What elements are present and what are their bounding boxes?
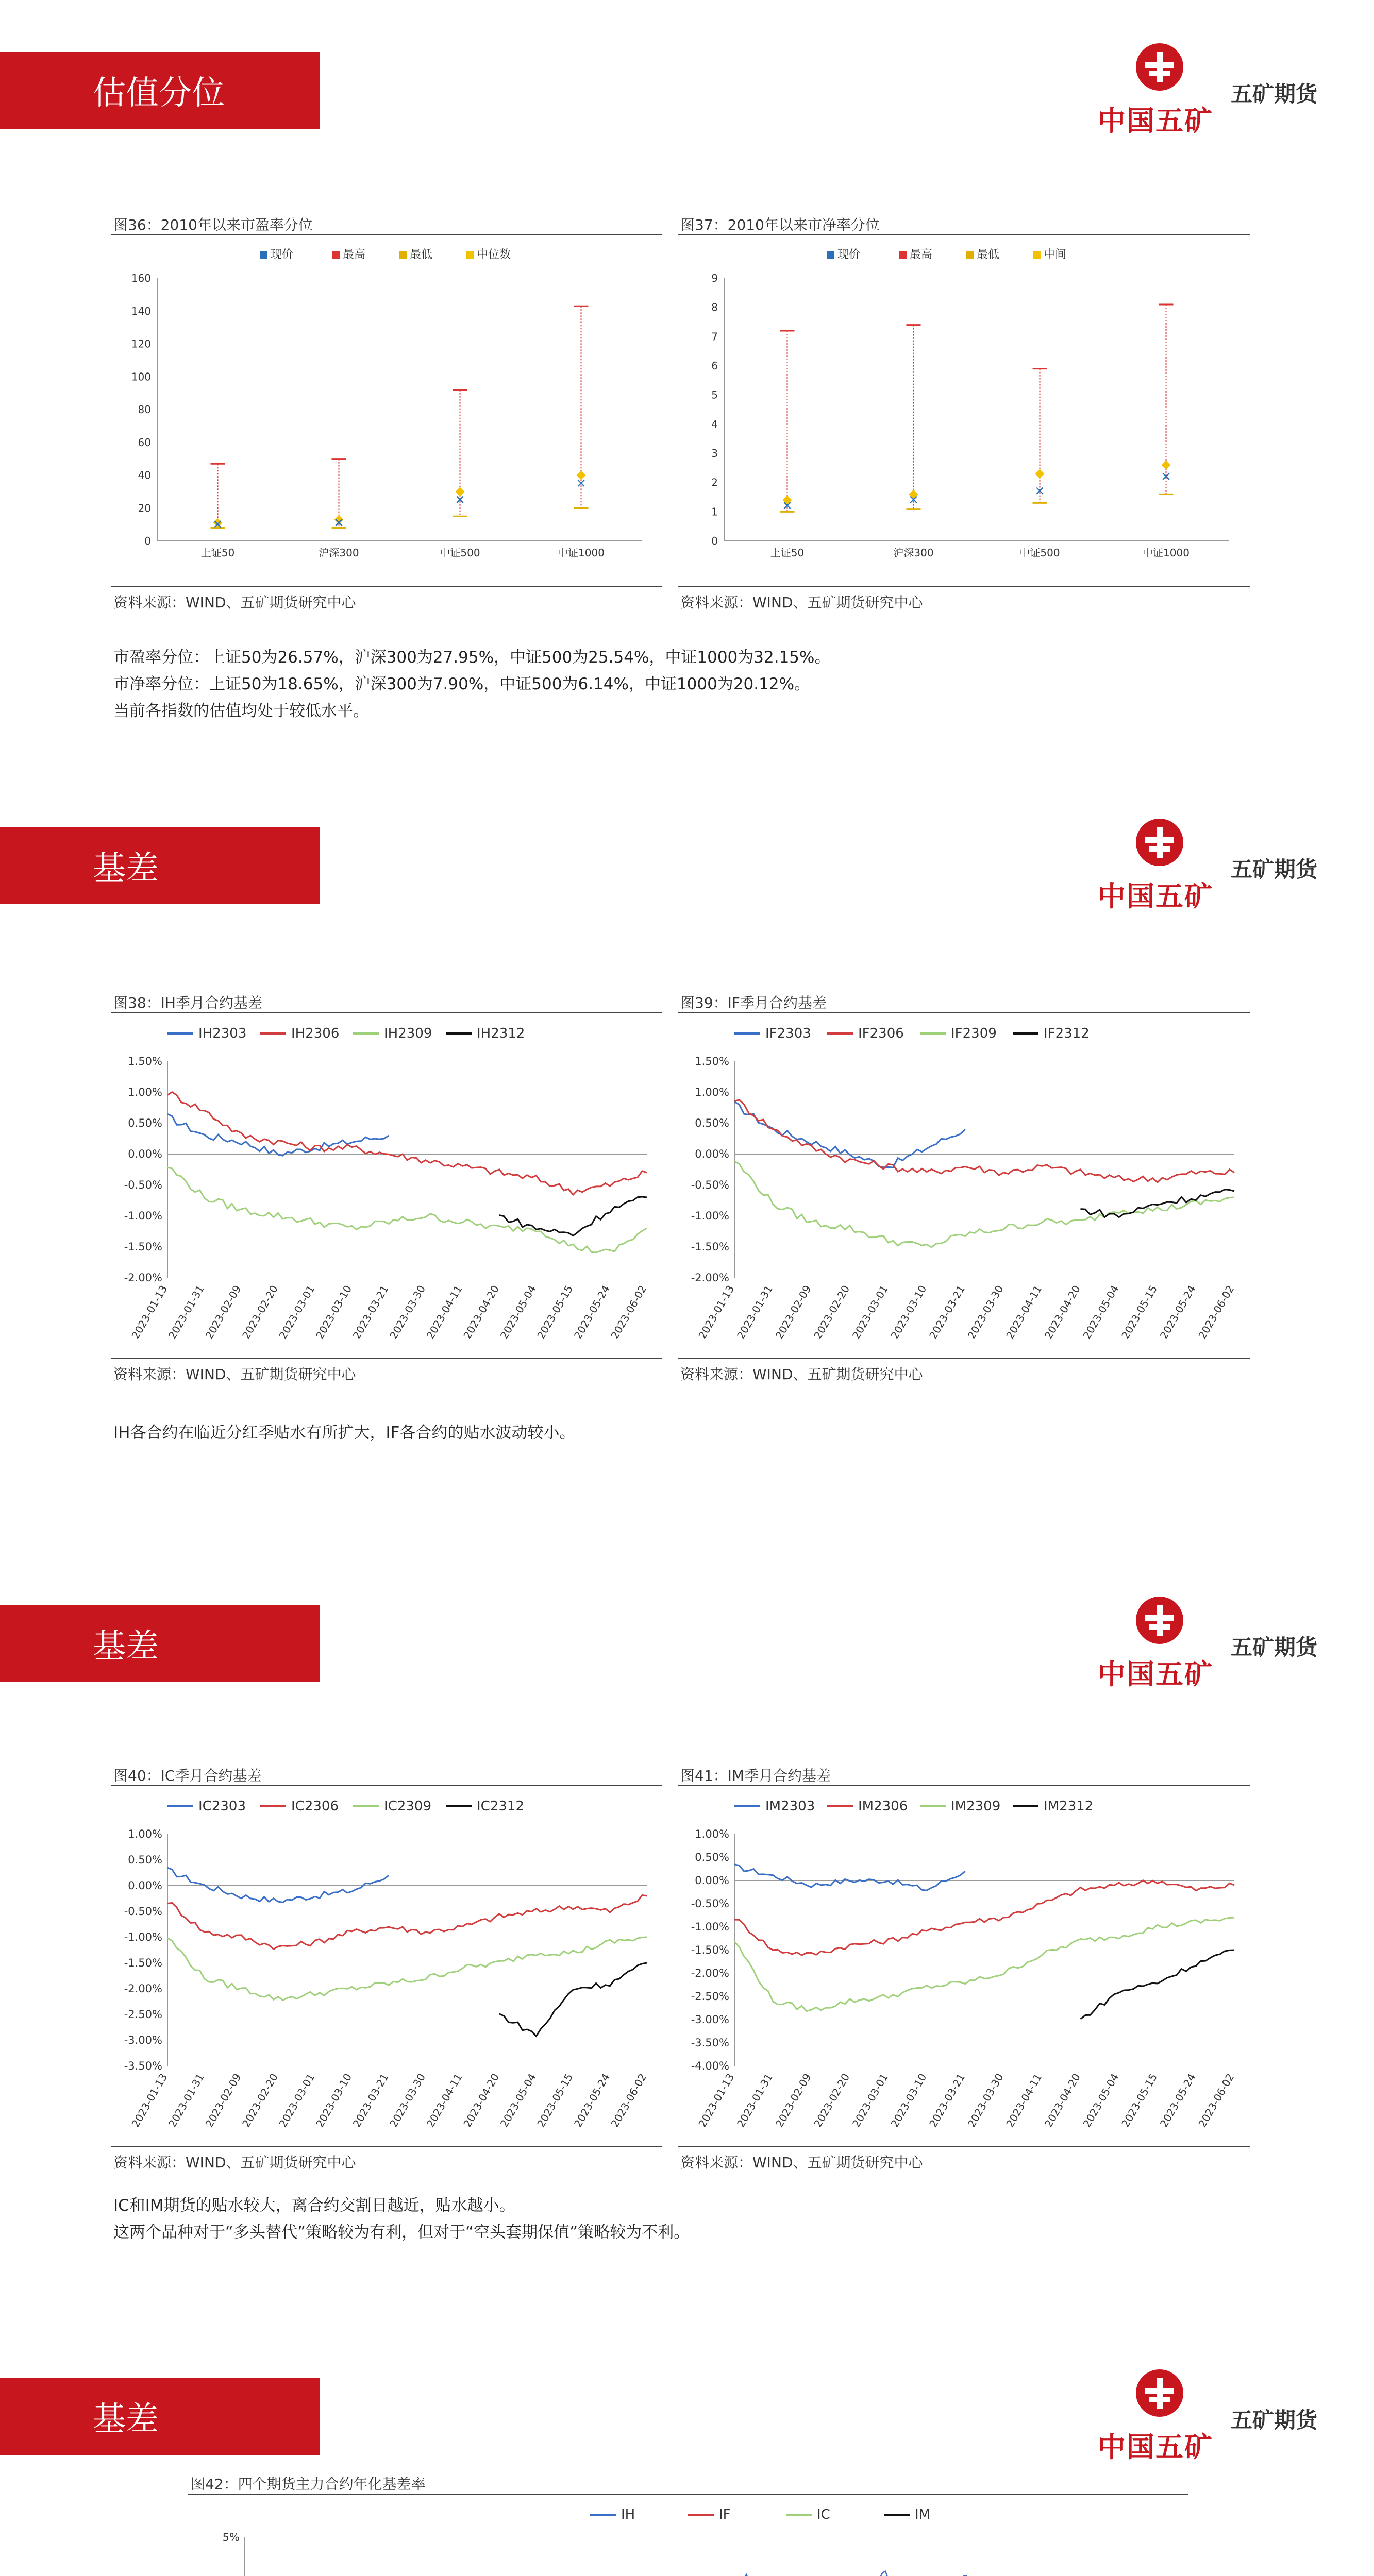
y-tick-label: 140 bbox=[131, 304, 151, 317]
y-tick-label: 0.00% bbox=[695, 1874, 729, 1887]
x-tick-label: 2023-05-24 bbox=[1157, 2071, 1198, 2130]
fig-rule bbox=[111, 234, 662, 235]
x-tick-label: 2023-02-09 bbox=[203, 2071, 244, 2130]
x-tick-label: 2023-02-09 bbox=[773, 1283, 814, 1342]
x-tick-label: 2023-04-11 bbox=[424, 2071, 465, 2130]
y-tick-label: -3.50% bbox=[124, 2060, 162, 2072]
series-line-IF2306 bbox=[734, 1100, 1234, 1182]
minmetals-emblem-icon bbox=[1134, 1595, 1185, 1651]
series-line-IC2306 bbox=[167, 1895, 647, 1950]
fig-rule bbox=[111, 1785, 662, 1786]
y-tick-label: -0.50% bbox=[124, 1905, 162, 1918]
text-line: IH各合约在临近分红季贴水有所扩大，IF各合约的贴水波动较小。 bbox=[113, 1423, 576, 1442]
text-line: 市净率分位：上证50为18.65%，沪深300为7.90%，中证500为6.14%，中证1000为20.12%。 bbox=[113, 675, 811, 693]
legend-marker bbox=[966, 251, 974, 259]
x-tick-label: 2023-05-04 bbox=[1080, 2071, 1121, 2130]
median-marker bbox=[1035, 469, 1045, 479]
section-title: 估值分位 bbox=[93, 74, 225, 112]
y-tick-label: -1.50% bbox=[691, 1241, 729, 1253]
median-marker bbox=[1162, 461, 1171, 470]
x-tick-label: 2023-03-01 bbox=[276, 2071, 317, 2130]
current-marker: ✕ bbox=[1161, 469, 1171, 484]
x-tick-label: 2023-06-02 bbox=[1196, 2071, 1237, 2130]
legend-marker bbox=[827, 251, 834, 259]
text-line: 这两个品种对于“多头替代”策略较为有利，但对于“空头套期保值”策略较为不利。 bbox=[113, 2223, 690, 2242]
legend-label: 最低 bbox=[977, 248, 1000, 261]
legend-label: IM2312 bbox=[1044, 1799, 1094, 1814]
x-tick-label: 2023-04-11 bbox=[1003, 1283, 1045, 1342]
section-title: 基差 bbox=[93, 1628, 159, 1666]
text-line: IC和IM期货的贴水较大，离合约交割日越近，贴水越小。 bbox=[113, 2196, 515, 2215]
x-tick-label: 2023-05-15 bbox=[534, 1283, 576, 1342]
fig-rule bbox=[678, 586, 1250, 587]
y-tick-label: 1.00% bbox=[695, 1086, 729, 1098]
legend-marker bbox=[399, 251, 407, 259]
x-tick-label: 2023-03-10 bbox=[313, 1283, 355, 1342]
legend-label: IF2312 bbox=[1044, 1026, 1090, 1041]
y-tick-label: -1.50% bbox=[124, 1241, 162, 1253]
legend-label: IM2306 bbox=[858, 1799, 908, 1814]
fig36-title: 图36：2010年以来市盈率分位 bbox=[113, 216, 313, 233]
series-line-IM2303 bbox=[734, 1865, 965, 1890]
x-tick-label: 2023-02-09 bbox=[203, 1283, 244, 1342]
y-tick-label: -2.00% bbox=[691, 1272, 729, 1284]
fig37-title: 图37：2010年以来市净率分位 bbox=[680, 216, 880, 233]
y-tick-label: 1 bbox=[711, 505, 718, 518]
y-tick-label: 1.00% bbox=[128, 1086, 162, 1098]
series-line-IF2303 bbox=[734, 1101, 965, 1167]
x-tick-label: 2023-01-31 bbox=[734, 1283, 775, 1342]
x-tick-label: 2023-05-24 bbox=[1157, 1283, 1198, 1342]
x-tick-label: 中证1000 bbox=[1143, 547, 1189, 559]
y-tick-label: 1.50% bbox=[695, 1055, 729, 1067]
fig-rule bbox=[111, 1358, 662, 1359]
legend-label: IH2306 bbox=[291, 1026, 340, 1041]
x-tick-label: 2023-04-20 bbox=[461, 2071, 502, 2130]
y-tick-label: -4.00% bbox=[691, 2060, 729, 2072]
fig36-source: 资料来源：WIND、五矿期货研究中心 bbox=[113, 594, 356, 611]
y-tick-label: -3.50% bbox=[691, 2037, 729, 2049]
y-tick-label: 6 bbox=[711, 360, 718, 372]
x-tick-label: 2023-05-24 bbox=[571, 2071, 612, 2130]
y-tick-label: -2.50% bbox=[691, 1990, 729, 2003]
x-tick-label: 中证500 bbox=[1019, 547, 1060, 559]
series-line-IM2306 bbox=[734, 1880, 1234, 1955]
y-tick-label: 60 bbox=[138, 436, 151, 449]
x-tick-label: 中证500 bbox=[440, 547, 480, 559]
x-tick-label: 2023-04-11 bbox=[424, 1283, 465, 1342]
x-tick-label: 2023-03-21 bbox=[927, 1283, 968, 1342]
x-tick-label: 上证50 bbox=[770, 547, 805, 559]
brand-name: 五矿期货 bbox=[1231, 2408, 1318, 2433]
y-tick-label: 9 bbox=[711, 272, 718, 284]
fig-rule bbox=[678, 2146, 1250, 2147]
fig-rule bbox=[678, 1358, 1250, 1359]
ih-basis-chart bbox=[111, 1015, 662, 1355]
fig-rule bbox=[111, 1012, 662, 1013]
x-tick-label: 2023-02-09 bbox=[773, 2071, 814, 2130]
ic-basis-chart bbox=[111, 1788, 662, 2143]
y-tick-label: 80 bbox=[138, 403, 151, 416]
fig-rule bbox=[678, 1785, 1250, 1786]
y-tick-label: 0 bbox=[711, 535, 718, 547]
legend-label: IM2303 bbox=[765, 1799, 815, 1814]
y-tick-label: -1.50% bbox=[124, 1957, 162, 1969]
legend-label: 中间 bbox=[1044, 248, 1067, 261]
legend-label: IC2306 bbox=[291, 1799, 339, 1814]
legend-label: 最低 bbox=[410, 248, 433, 261]
legend-label: IC bbox=[817, 2507, 830, 2522]
legend-label: 最高 bbox=[343, 248, 366, 261]
text-line: 当前各指数的估值均处于较低水平。 bbox=[113, 702, 369, 720]
current-marker: ✕ bbox=[782, 499, 793, 513]
series-line-IM2312 bbox=[1081, 1950, 1235, 2019]
legend-label: 中位数 bbox=[477, 248, 511, 261]
y-tick-label: -0.50% bbox=[691, 1897, 729, 1910]
brand-cn: 中国五矿 bbox=[1098, 2431, 1213, 2463]
y-tick-label: 0.50% bbox=[695, 1117, 729, 1129]
y-tick-label: 5% bbox=[222, 2531, 240, 2544]
valuation-notes bbox=[113, 644, 1247, 724]
series-line-IC2312 bbox=[499, 1963, 647, 2036]
x-tick-label: 2023-05-04 bbox=[1080, 1283, 1121, 1342]
legend-label: IM2309 bbox=[951, 1799, 1001, 1814]
brand-name: 五矿期货 bbox=[1231, 1635, 1318, 1660]
x-tick-label: 2023-05-04 bbox=[497, 2071, 539, 2130]
basis-notes-2 bbox=[113, 2192, 1247, 2246]
fig39-title: 图39：IF季月合约基差 bbox=[680, 994, 827, 1011]
section-title: 基差 bbox=[93, 850, 159, 888]
fig-rule bbox=[188, 2494, 1188, 2495]
legend-label: IF2306 bbox=[858, 1026, 904, 1041]
x-tick-label: 2023-03-21 bbox=[350, 1283, 391, 1342]
legend-label: 现价 bbox=[837, 248, 861, 261]
series-line-IC2309 bbox=[167, 1937, 647, 2001]
x-tick-label: 2023-01-13 bbox=[129, 2071, 170, 2130]
fig-rule bbox=[678, 234, 1250, 235]
x-tick-label: 2023-05-15 bbox=[534, 2071, 576, 2130]
fig38-source: 资料来源：WIND、五矿期货研究中心 bbox=[113, 1366, 356, 1383]
legend-label: IH2309 bbox=[384, 1026, 432, 1041]
x-tick-label: 2023-02-20 bbox=[811, 1283, 852, 1342]
y-tick-label: -0.50% bbox=[124, 1179, 162, 1191]
im-basis-chart bbox=[678, 1788, 1250, 2143]
series-line-IC2303 bbox=[167, 1868, 389, 1902]
fig-rule bbox=[678, 1012, 1250, 1013]
x-tick-label: 沪深300 bbox=[893, 547, 934, 559]
y-tick-label: 8 bbox=[711, 301, 718, 314]
x-tick-label: 2023-04-20 bbox=[461, 1283, 502, 1342]
x-tick-label: 2023-03-01 bbox=[849, 2071, 891, 2130]
x-tick-label: 2023-05-15 bbox=[1119, 1283, 1160, 1342]
brand-name: 五矿期货 bbox=[1231, 81, 1318, 107]
brand-logo bbox=[1098, 2367, 1345, 2465]
x-tick-label: 2023-03-21 bbox=[350, 2071, 391, 2130]
x-tick-label: 2023-06-02 bbox=[608, 1283, 649, 1342]
current-marker: ✕ bbox=[1034, 484, 1045, 499]
y-tick-label: -2.00% bbox=[691, 1967, 729, 1979]
legend-label: IF bbox=[719, 2507, 731, 2522]
y-tick-label: -1.00% bbox=[691, 1921, 729, 1933]
minmetals-emblem-icon bbox=[1134, 41, 1185, 98]
legend-marker bbox=[332, 251, 340, 259]
brand-logo bbox=[1098, 1595, 1345, 1692]
x-tick-label: 2023-05-04 bbox=[497, 1283, 539, 1342]
series-line-IF2312 bbox=[1081, 1190, 1235, 1217]
y-tick-label: 0 bbox=[144, 535, 151, 547]
legend-label: IC2312 bbox=[477, 1799, 524, 1814]
section-banner-basis-1 bbox=[0, 827, 320, 904]
y-tick-label: 1.00% bbox=[695, 1828, 729, 1840]
legend-label: 现价 bbox=[271, 248, 294, 261]
y-tick-label: 0.00% bbox=[128, 1148, 162, 1160]
y-tick-label: 40 bbox=[138, 469, 151, 482]
basis-notes-1 bbox=[113, 1419, 1247, 1446]
section-banner-basis-2 bbox=[0, 1605, 320, 1682]
section-banner-valuation bbox=[0, 52, 320, 129]
legend-marker bbox=[1033, 251, 1041, 259]
y-tick-label: -2.00% bbox=[124, 1272, 162, 1284]
current-marker: ✕ bbox=[576, 476, 587, 491]
current-marker: ✕ bbox=[908, 493, 919, 507]
legend-marker bbox=[466, 251, 474, 259]
x-tick-label: 上证50 bbox=[200, 547, 235, 559]
legend-marker bbox=[899, 251, 907, 259]
fig39-source: 资料来源：WIND、五矿期货研究中心 bbox=[680, 1366, 923, 1383]
x-tick-label: 2023-01-13 bbox=[129, 1283, 170, 1342]
y-tick-label: -1.00% bbox=[124, 1210, 162, 1222]
annualized-basis-chart bbox=[188, 2496, 1188, 2576]
legend-label: IF2303 bbox=[765, 1026, 811, 1041]
series-line-IM2309 bbox=[734, 1918, 1234, 2011]
fig-rule bbox=[111, 2146, 662, 2147]
minmetals-emblem-icon bbox=[1134, 817, 1185, 873]
series-line-IH bbox=[245, 2571, 1172, 2576]
if-basis-chart bbox=[678, 1015, 1250, 1355]
legend-label: IH2312 bbox=[477, 1026, 525, 1041]
fig41-source: 资料来源：WIND、五矿期货研究中心 bbox=[680, 2154, 923, 2171]
y-tick-label: 5 bbox=[711, 388, 718, 401]
brand-cn: 中国五矿 bbox=[1098, 105, 1213, 137]
series-line-IH2309 bbox=[167, 1167, 647, 1252]
x-tick-label: 2023-02-20 bbox=[811, 2071, 852, 2130]
x-tick-label: 2023-01-31 bbox=[165, 1283, 207, 1342]
y-tick-label: -2.50% bbox=[124, 2008, 162, 2021]
legend-label: IM bbox=[915, 2507, 931, 2522]
current-marker: ✕ bbox=[455, 493, 465, 507]
x-tick-label: 2023-04-20 bbox=[1042, 2071, 1083, 2130]
y-tick-label: -3.00% bbox=[691, 2013, 729, 2026]
brand-cn: 中国五矿 bbox=[1098, 1658, 1213, 1690]
fig37-source: 资料来源：WIND、五矿期货研究中心 bbox=[680, 594, 923, 611]
x-tick-label: 2023-03-30 bbox=[387, 1283, 428, 1342]
x-tick-label: 2023-03-30 bbox=[387, 2071, 428, 2130]
x-tick-label: 2023-03-10 bbox=[313, 2071, 355, 2130]
y-tick-label: 3 bbox=[711, 447, 718, 460]
legend-label: IF2309 bbox=[951, 1026, 997, 1041]
legend-label: IC2303 bbox=[198, 1799, 246, 1814]
y-tick-label: -2.00% bbox=[124, 1982, 162, 1995]
y-tick-label: 20 bbox=[138, 502, 151, 515]
series-line-IH2303 bbox=[167, 1114, 389, 1156]
fig40-title: 图40：IC季月合约基差 bbox=[113, 1767, 262, 1784]
y-tick-label: -1.00% bbox=[124, 1931, 162, 1943]
current-marker: ✕ bbox=[212, 517, 223, 532]
x-tick-label: 2023-06-02 bbox=[608, 2071, 649, 2130]
legend-label: 最高 bbox=[910, 248, 933, 261]
pe-percentile-chart bbox=[111, 237, 662, 582]
x-tick-label: 2023-01-13 bbox=[696, 2071, 737, 2130]
x-tick-label: 2023-03-01 bbox=[276, 1283, 317, 1342]
x-tick-label: 2023-03-10 bbox=[888, 2071, 929, 2130]
fig38-title: 图38：IH季月合约基差 bbox=[113, 994, 262, 1011]
x-tick-label: 2023-02-20 bbox=[240, 2071, 280, 2130]
x-tick-label: 2023-05-15 bbox=[1119, 2071, 1160, 2130]
x-tick-label: 2023-01-31 bbox=[165, 2071, 207, 2130]
x-tick-label: 中证1000 bbox=[558, 547, 605, 559]
fig-rule bbox=[111, 586, 662, 587]
x-tick-label: 2023-04-11 bbox=[1003, 2071, 1045, 2130]
y-tick-label: 0.50% bbox=[128, 1117, 162, 1129]
y-tick-label: 100 bbox=[131, 370, 151, 383]
current-marker: ✕ bbox=[333, 515, 344, 530]
y-tick-label: -1.00% bbox=[691, 1210, 729, 1222]
fig42-title: 图42：四个期货主力合约年化基差率 bbox=[191, 2476, 426, 2493]
y-tick-label: 0.50% bbox=[128, 1854, 162, 1866]
x-tick-label: 2023-01-13 bbox=[696, 1283, 737, 1342]
y-tick-label: 1.50% bbox=[128, 1055, 162, 1067]
brand-logo bbox=[1098, 41, 1345, 139]
legend-label: IH bbox=[621, 2507, 635, 2522]
y-tick-label: 7 bbox=[711, 330, 718, 343]
x-tick-label: 2023-06-02 bbox=[1196, 1283, 1237, 1342]
y-tick-label: -3.00% bbox=[124, 2034, 162, 2046]
legend-marker bbox=[260, 251, 267, 259]
x-tick-label: 2023-03-30 bbox=[965, 1283, 1006, 1342]
x-tick-label: 沪深300 bbox=[319, 547, 359, 559]
y-tick-label: 2 bbox=[711, 476, 718, 489]
x-tick-label: 2023-02-20 bbox=[240, 1283, 280, 1342]
y-tick-label: -0.50% bbox=[691, 1179, 729, 1191]
x-tick-label: 2023-01-31 bbox=[734, 2071, 775, 2130]
brand-cn: 中国五矿 bbox=[1098, 880, 1213, 912]
pb-percentile-chart bbox=[678, 237, 1250, 582]
fig40-source: 资料来源：WIND、五矿期货研究中心 bbox=[113, 2154, 356, 2171]
fig41-title: 图41：IM季月合约基差 bbox=[680, 1767, 831, 1784]
y-tick-label: 120 bbox=[131, 337, 151, 350]
legend-label: IH2303 bbox=[198, 1026, 247, 1041]
y-tick-label: 0.00% bbox=[128, 1879, 162, 1892]
brand-name: 五矿期货 bbox=[1231, 857, 1318, 882]
x-tick-label: 2023-03-21 bbox=[927, 2071, 968, 2130]
x-tick-label: 2023-04-20 bbox=[1042, 1283, 1083, 1342]
x-tick-label: 2023-03-30 bbox=[965, 2071, 1006, 2130]
y-tick-label: 1.00% bbox=[128, 1828, 162, 1840]
brand-logo bbox=[1098, 817, 1345, 914]
y-tick-label: -1.50% bbox=[691, 1944, 729, 1956]
section-title: 基差 bbox=[93, 2400, 159, 2438]
x-tick-label: 2023-03-01 bbox=[849, 1283, 891, 1342]
y-tick-label: 160 bbox=[131, 272, 151, 284]
minmetals-emblem-icon bbox=[1134, 2367, 1185, 2424]
x-tick-label: 2023-03-10 bbox=[888, 1283, 929, 1342]
y-tick-label: 0.50% bbox=[695, 1851, 729, 1863]
x-tick-label: 2023-05-24 bbox=[571, 1283, 612, 1342]
section-banner-basis-3 bbox=[0, 2378, 320, 2455]
y-tick-label: 4 bbox=[711, 418, 718, 431]
y-tick-label: 0.00% bbox=[695, 1148, 729, 1160]
text-line: 市盈率分位：上证50为26.57%，沪深300为27.95%，中证500为25.54%，中证1000为32.15%。 bbox=[113, 648, 831, 667]
legend-label: IC2309 bbox=[384, 1799, 431, 1814]
